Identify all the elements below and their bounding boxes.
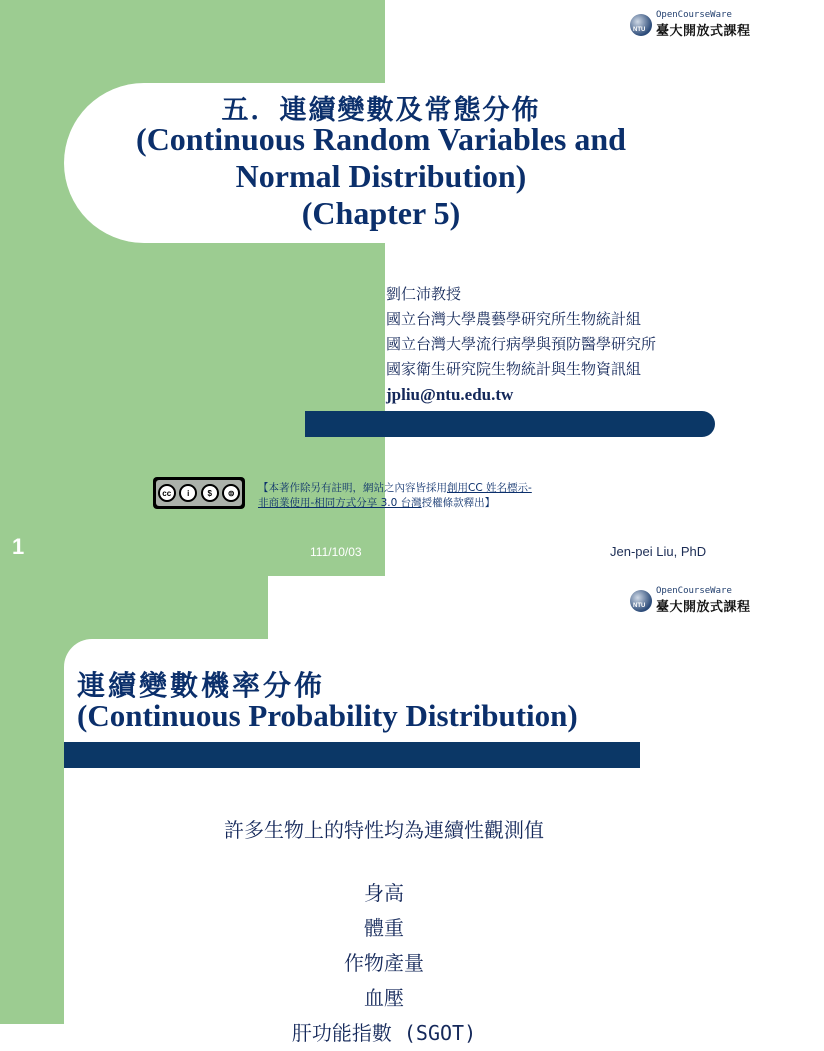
logo-ntu-text: 臺大開放式課程 [656, 600, 751, 615]
author-name: 劉仁沛教授 [386, 285, 462, 303]
slide-2 [0, 576, 768, 1045]
attribution-icon: i [179, 484, 197, 502]
slide-title-english-line-1: (Continuous Random Variables and [136, 121, 626, 157]
slide-date: 111/10/03 [310, 545, 362, 559]
cc-icon: cc [158, 484, 176, 502]
logo-ocw-text: OpenCourseWare [656, 10, 732, 20]
slide-title-chinese: 五．連續變數及常態分佈 [221, 95, 541, 126]
accent-bar [305, 411, 715, 437]
license-notice: 【本著作除另有註明，網站之內容皆採用創用CC 姓名標示- 非商業使用-相同方式分享 3.0 台灣授權條款釋出】 [258, 482, 532, 509]
author-affiliation: 國家衛生研究院生物統計與生物資訊組 [386, 360, 642, 378]
slide-title-chinese: 連續變數機率分佈 [77, 669, 326, 702]
globe-icon: NTU [630, 14, 652, 36]
slide-title-english-line-2: Normal Distribution) [235, 158, 527, 194]
logo-ntu-text: 臺大開放式課程 [656, 24, 751, 39]
author-email: jpliu@ntu.edu.tw [386, 385, 514, 404]
list-item: 身高 [364, 881, 404, 905]
ntu-ocw-logo [630, 10, 751, 39]
example-list [0, 876, 768, 1051]
list-item: 作物產量 [344, 951, 424, 975]
slide-title-english-line-3: (Chapter 5) [301, 195, 461, 231]
accent-bar [64, 742, 640, 768]
license-link[interactable]: 創用CC 姓名標示- [447, 482, 532, 494]
author-block [386, 282, 656, 407]
list-item: 血壓 [364, 986, 404, 1010]
author-affiliation: 國立台灣大學流行病學與預防醫學研究所 [386, 335, 657, 353]
slide-number: 1 [12, 534, 25, 559]
creative-commons-badge[interactable] [153, 477, 245, 509]
share-alike-icon: ⊜ [222, 484, 240, 502]
list-item: 體重 [364, 916, 404, 940]
slide-intro-text: 許多生物上的特性均為連續性觀測值 [224, 818, 544, 842]
list-item: 肝功能指數 (SGOT) [291, 1021, 477, 1045]
slide-title-english: (Continuous Probability Distribution) [77, 698, 578, 733]
ntu-ocw-logo [630, 586, 751, 615]
author-affiliation: 國立台灣大學農藝學研究所生物統計組 [386, 310, 642, 328]
logo-ocw-text: OpenCourseWare [656, 586, 732, 596]
license-link[interactable]: 非商業使用-相同方式分享 3.0 台灣 [258, 497, 422, 509]
noncommercial-icon: $ [201, 484, 219, 502]
slide-footer-author: Jen-pei Liu, PhD [610, 544, 707, 559]
globe-icon: NTU [630, 590, 652, 612]
